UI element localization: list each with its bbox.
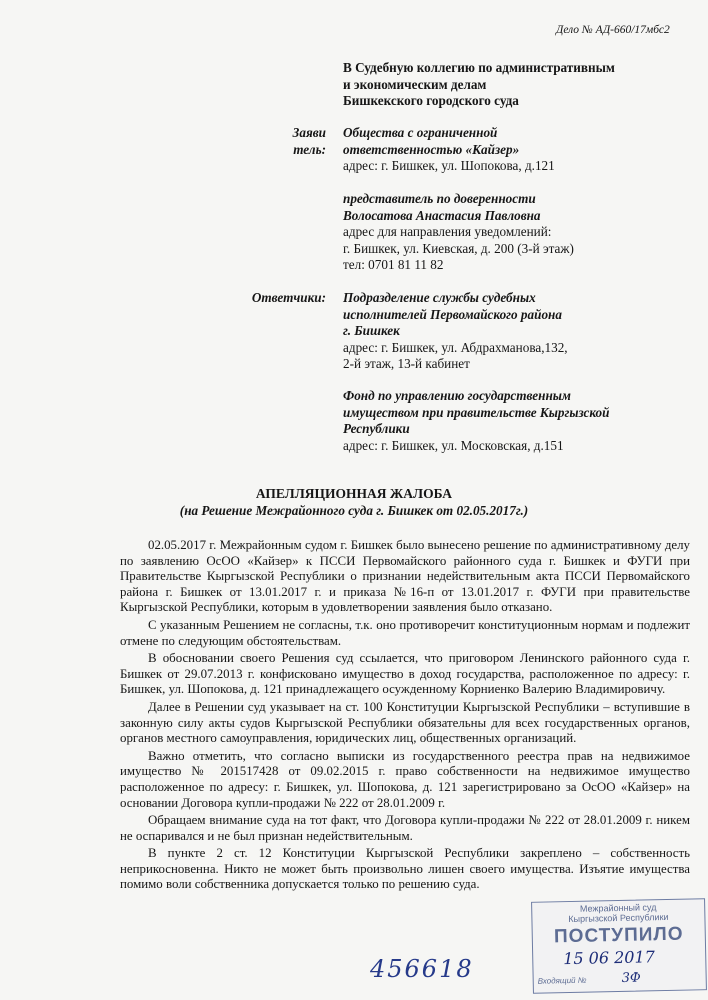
body-paragraph: В обосновании своего Решения суд ссылается, что приговором Ленинского районного суда г. Бишкек от 29.07.2013 г. конфисковано имущество в доход государства, расположенное по адресу: г. Бишкек, ул. Шопокова, д. 121 принадлежащего осужденному Корниенко Валерию Владимировичу. <box>120 651 690 697</box>
respondent-name: Подразделение службы судебных <box>343 290 536 305</box>
stamp-court <box>532 901 704 925</box>
respondent-address: адрес: г. Бишкек, ул. Абдрахманова,132, <box>343 339 568 355</box>
received-stamp <box>531 898 707 994</box>
representative-name: Волосатова Анастасия Павловна <box>343 207 541 223</box>
applicant-block <box>343 125 555 175</box>
stamp-court-line: Межрайонный суд <box>579 902 657 914</box>
handwritten-number: 456618 <box>370 955 474 983</box>
respondent-name: имуществом при правительстве Кыргызской <box>343 404 610 420</box>
representative-title: представитель по доверенности <box>343 191 536 206</box>
stamp-incoming-number: 3Ф <box>621 970 641 986</box>
applicant-label-line: Заяви <box>292 125 326 140</box>
body-paragraph: 02.05.2017 г. Межрайонным судом г. Бишкек было вынесено решение по административному делу по заявлению ОсОО «Кайзер» к ПССИ Первомайского районного суда г. Бишкек и ФУГИ при Правительстве Кыргызской Республики о признании недействительным акта ПССИ Первомайского района г. Бишкек от 13.01.2017 г. и приказа №16-п от 13.01.2017 г. ФУГИ при правительстве Кыргызской Республики, которым в удовлетворении заявления было отказано. <box>120 538 690 615</box>
applicant-phone: тел: 0701 81 11 82 <box>343 257 444 272</box>
body-paragraph: В пункте 2 ст. 12 Конституции Кыргызской Республики закреплено – собственность неприкосновенна. Никто не может быть произвольно лишен своего имущества. Изъятие имущества помимо воли собственника допускается только по решению суда. <box>120 846 690 892</box>
respondent-address: адрес: г. Бишкек, ул. Московская, д.151 <box>343 437 564 453</box>
document-title: АПЕЛЛЯЦИОННАЯ ЖАЛОБА <box>255 486 453 501</box>
applicant-org: ответственностью «Кайзер» <box>343 141 520 157</box>
case-number: Дело № АД-660/17мбс2 <box>556 24 670 36</box>
stamp-incoming-label: Входящий № <box>537 975 587 986</box>
body-text <box>120 538 690 895</box>
addressee-line: Бишкекского городского суда <box>343 93 519 108</box>
body-paragraph: Обращаем внимание суда на тот факт, что Договора купли-продажи № 222 от 28.01.2009 г. никем не оспаривался и не был признан недействительным. <box>120 813 690 843</box>
respondent-address: 2-й этаж, 13-й кабинет <box>343 356 470 371</box>
respondent-name: г. Бишкек <box>343 323 400 338</box>
respondent-second <box>343 388 609 454</box>
respondent-name: исполнителей Первомайского района <box>343 306 562 322</box>
notify-label: адрес для направления уведомлений: <box>343 224 552 239</box>
addressee-block <box>343 60 615 110</box>
document-subtitle: (на Решение Межрайонного суда г. Бишкек от 02.05.2017г.) <box>179 503 529 518</box>
body-paragraph: Далее в Решении суд указывает на ст. 100 Конституции Кыргызской Республики – вступившие в законную силу акты судов Кыргызской Республики обязательны для всех государственных органов, органов местного самоуправления, юридических лиц, общественных организаций. <box>120 699 690 746</box>
body-paragraph: Важно отметить, что согласно выписки из государственного реестра прав на недвижимое имущество № 201517428 от 09.02.2015 г. право собственности на недвижимое имущество расположенное по адресу: г. Бишкек, ул. Шопокова, д. 121 зарегистрировано за ОсОО «Кайзер» на основании Договора купли-продажи № 222 от 28.01.2009 г. <box>120 748 690 810</box>
notify-address: г. Бишкек, ул. Киевская, д. 200 (3-й этаж) <box>343 240 574 256</box>
applicant-org: Общества с ограниченной <box>343 125 498 140</box>
addressee-line: и экономическим делам <box>343 76 487 92</box>
stamp-court-line: Кыргызской Республики <box>568 911 669 925</box>
applicant-label <box>270 125 326 158</box>
stamp-date: 15 06 2017 <box>563 947 656 969</box>
applicant-address: адрес: г. Бишкек, ул. Шопокова, д.121 <box>343 158 555 173</box>
representative-block <box>343 191 574 274</box>
body-paragraph: С указанным Решением не согласны, т.к. оно противоречит конституционным нормам и подлежит отмене по следующим обстоятельствам. <box>120 617 690 648</box>
respondents-label: Ответчики: <box>251 290 326 305</box>
respondent-first <box>343 290 568 373</box>
stamp-status: ПОСТУПИЛО <box>553 923 684 948</box>
applicant-label-line: тель: <box>293 141 326 157</box>
respondent-name: Республики <box>343 421 410 436</box>
respondent-name: Фонд по управлению государственным <box>343 388 571 403</box>
addressee-line: В Судебную коллегию по административным <box>343 60 615 75</box>
